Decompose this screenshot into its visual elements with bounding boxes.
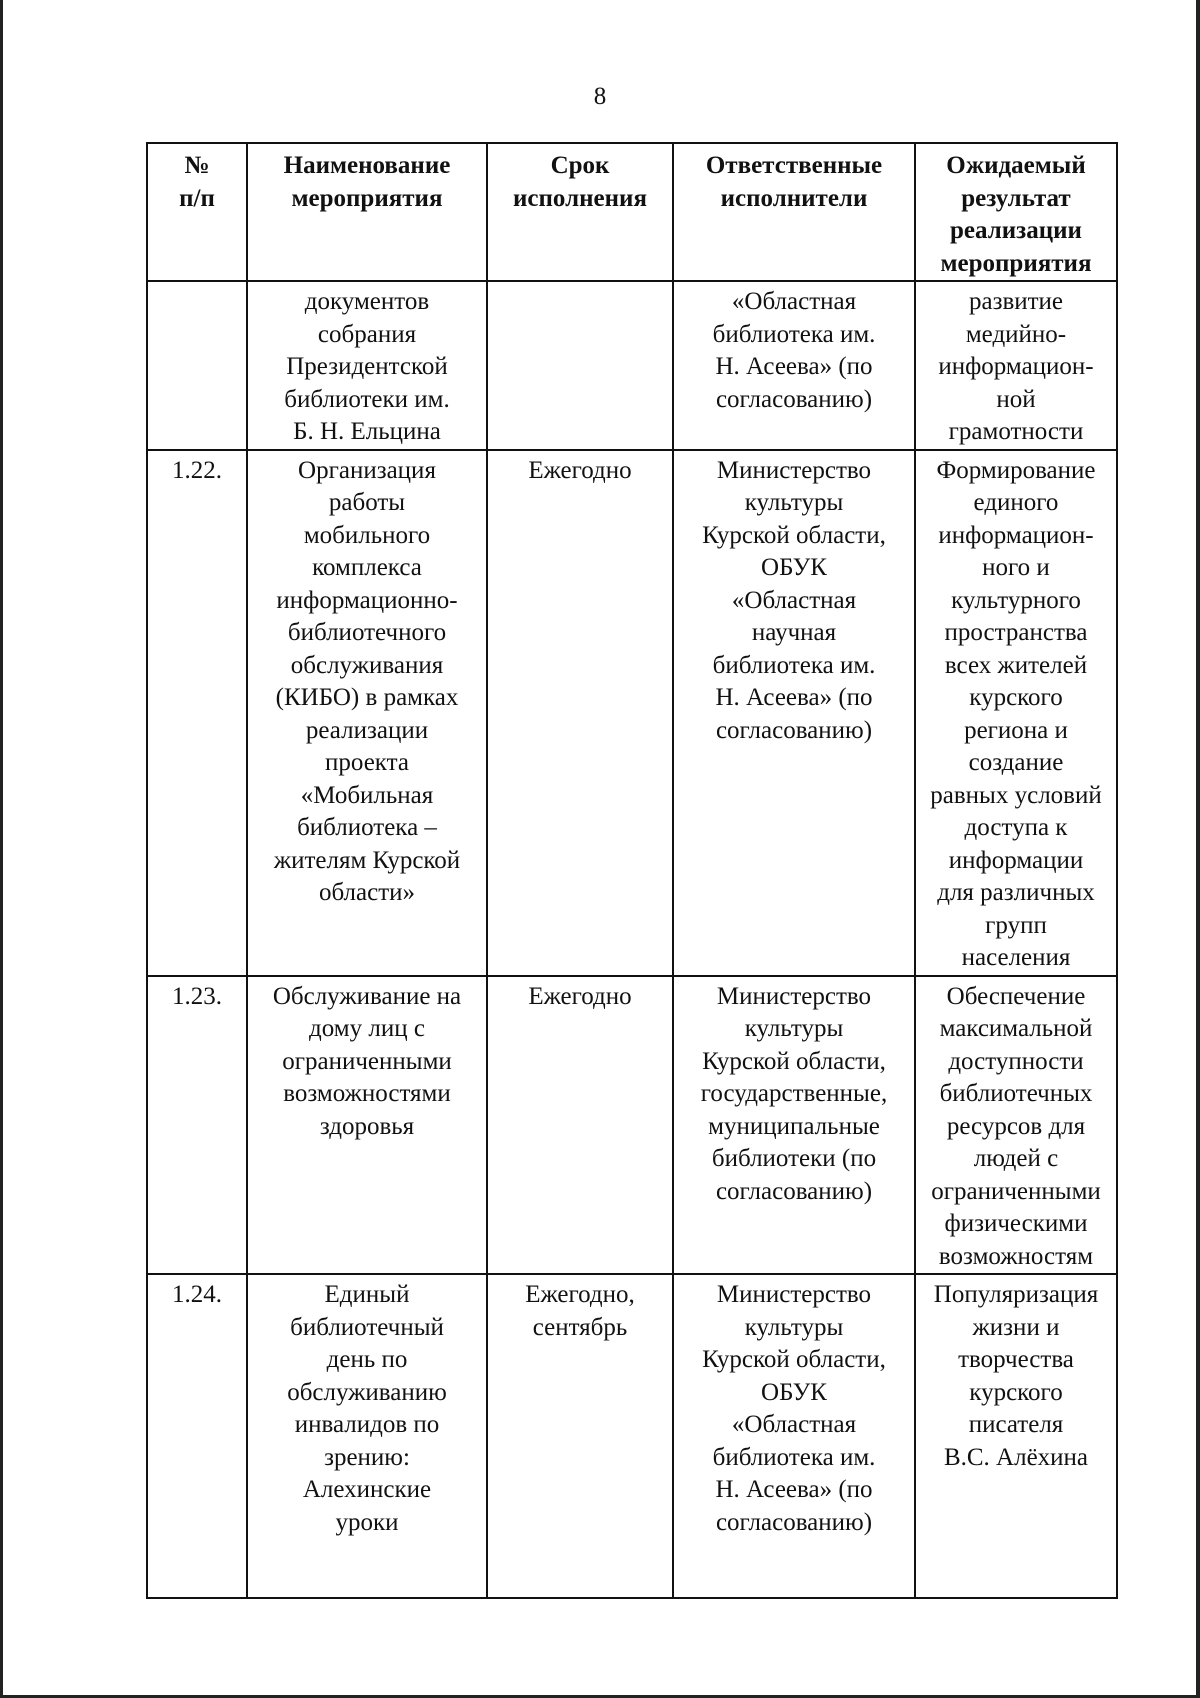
cell-deadline: Ежегодно: [487, 450, 673, 976]
header-executors: Ответственные исполнители: [673, 143, 915, 281]
cell-number: 1.23.: [147, 976, 247, 1275]
cell-expected-result: Обеспечение максимальной доступности библиотечных ресурсов для людей с ограниченными физическими возможностям: [915, 976, 1117, 1275]
header-event-name: Наименование мероприятия: [247, 143, 487, 281]
scan-edge-right: [1196, 0, 1200, 1698]
page-number: 8: [593, 83, 607, 110]
cell-deadline: [487, 281, 673, 450]
header-number: № п/п: [147, 143, 247, 281]
cell-event-name: Организация работы мобильного комплекса информационно- библиотечного обслуживания (КИБО) в рамках реализации проекта «Мобильная библиотека – жителям Курской области»: [247, 450, 487, 976]
scan-edge-left: [0, 0, 3, 1698]
events-table: [146, 142, 1118, 1599]
cell-event-name: документов собрания Президентской библиотеки им. Б. Н. Ельцина: [247, 281, 487, 450]
cell-executors: Министерство культуры Курской области, ОБУК «Областная библиотека им. Н. Асеева» (по согласованию): [673, 1274, 915, 1598]
cell-expected-result: развитие медийно- информацион- ной грамотности: [915, 281, 1117, 450]
table-header-row: [147, 143, 1117, 281]
cell-executors: Министерство культуры Курской области, ОБУК «Областная научная библиотека им. Н. Асеева» (по согласованию): [673, 450, 915, 976]
cell-event-name: Единый библиотечный день по обслуживанию инвалидов по зрению: Алехинские уроки: [247, 1274, 487, 1598]
header-expected-result: Ожидаемый результат реализации мероприятия: [915, 143, 1117, 281]
cell-expected-result: Популяризация жизни и творчества курского писателя В.С. Алёхина: [915, 1274, 1117, 1598]
cell-expected-result: Формирование единого информацион- ного и культурного пространства всех жителей курского региона и создание равных условий доступа к информации для различных групп населения: [915, 450, 1117, 976]
cell-executors: Министерство культуры Курской области, государственные, муниципальные библиотеки (по согласованию): [673, 976, 915, 1275]
cell-number: [147, 281, 247, 450]
cell-event-name: Обслуживание на дому лиц с ограниченными возможностями здоровья: [247, 976, 487, 1275]
header-deadline: Срок исполнения: [487, 143, 673, 281]
cell-deadline: Ежегодно, сентябрь: [487, 1274, 673, 1598]
table-row: [147, 1274, 1117, 1598]
table-row: [147, 976, 1117, 1275]
cell-number: 1.24.: [147, 1274, 247, 1598]
cell-executors: «Областная библиотека им. Н. Асеева» (по согласованию): [673, 281, 915, 450]
cell-number: 1.22.: [147, 450, 247, 976]
table-row: [147, 281, 1117, 450]
table-row: [147, 450, 1117, 976]
cell-deadline: Ежегодно: [487, 976, 673, 1275]
